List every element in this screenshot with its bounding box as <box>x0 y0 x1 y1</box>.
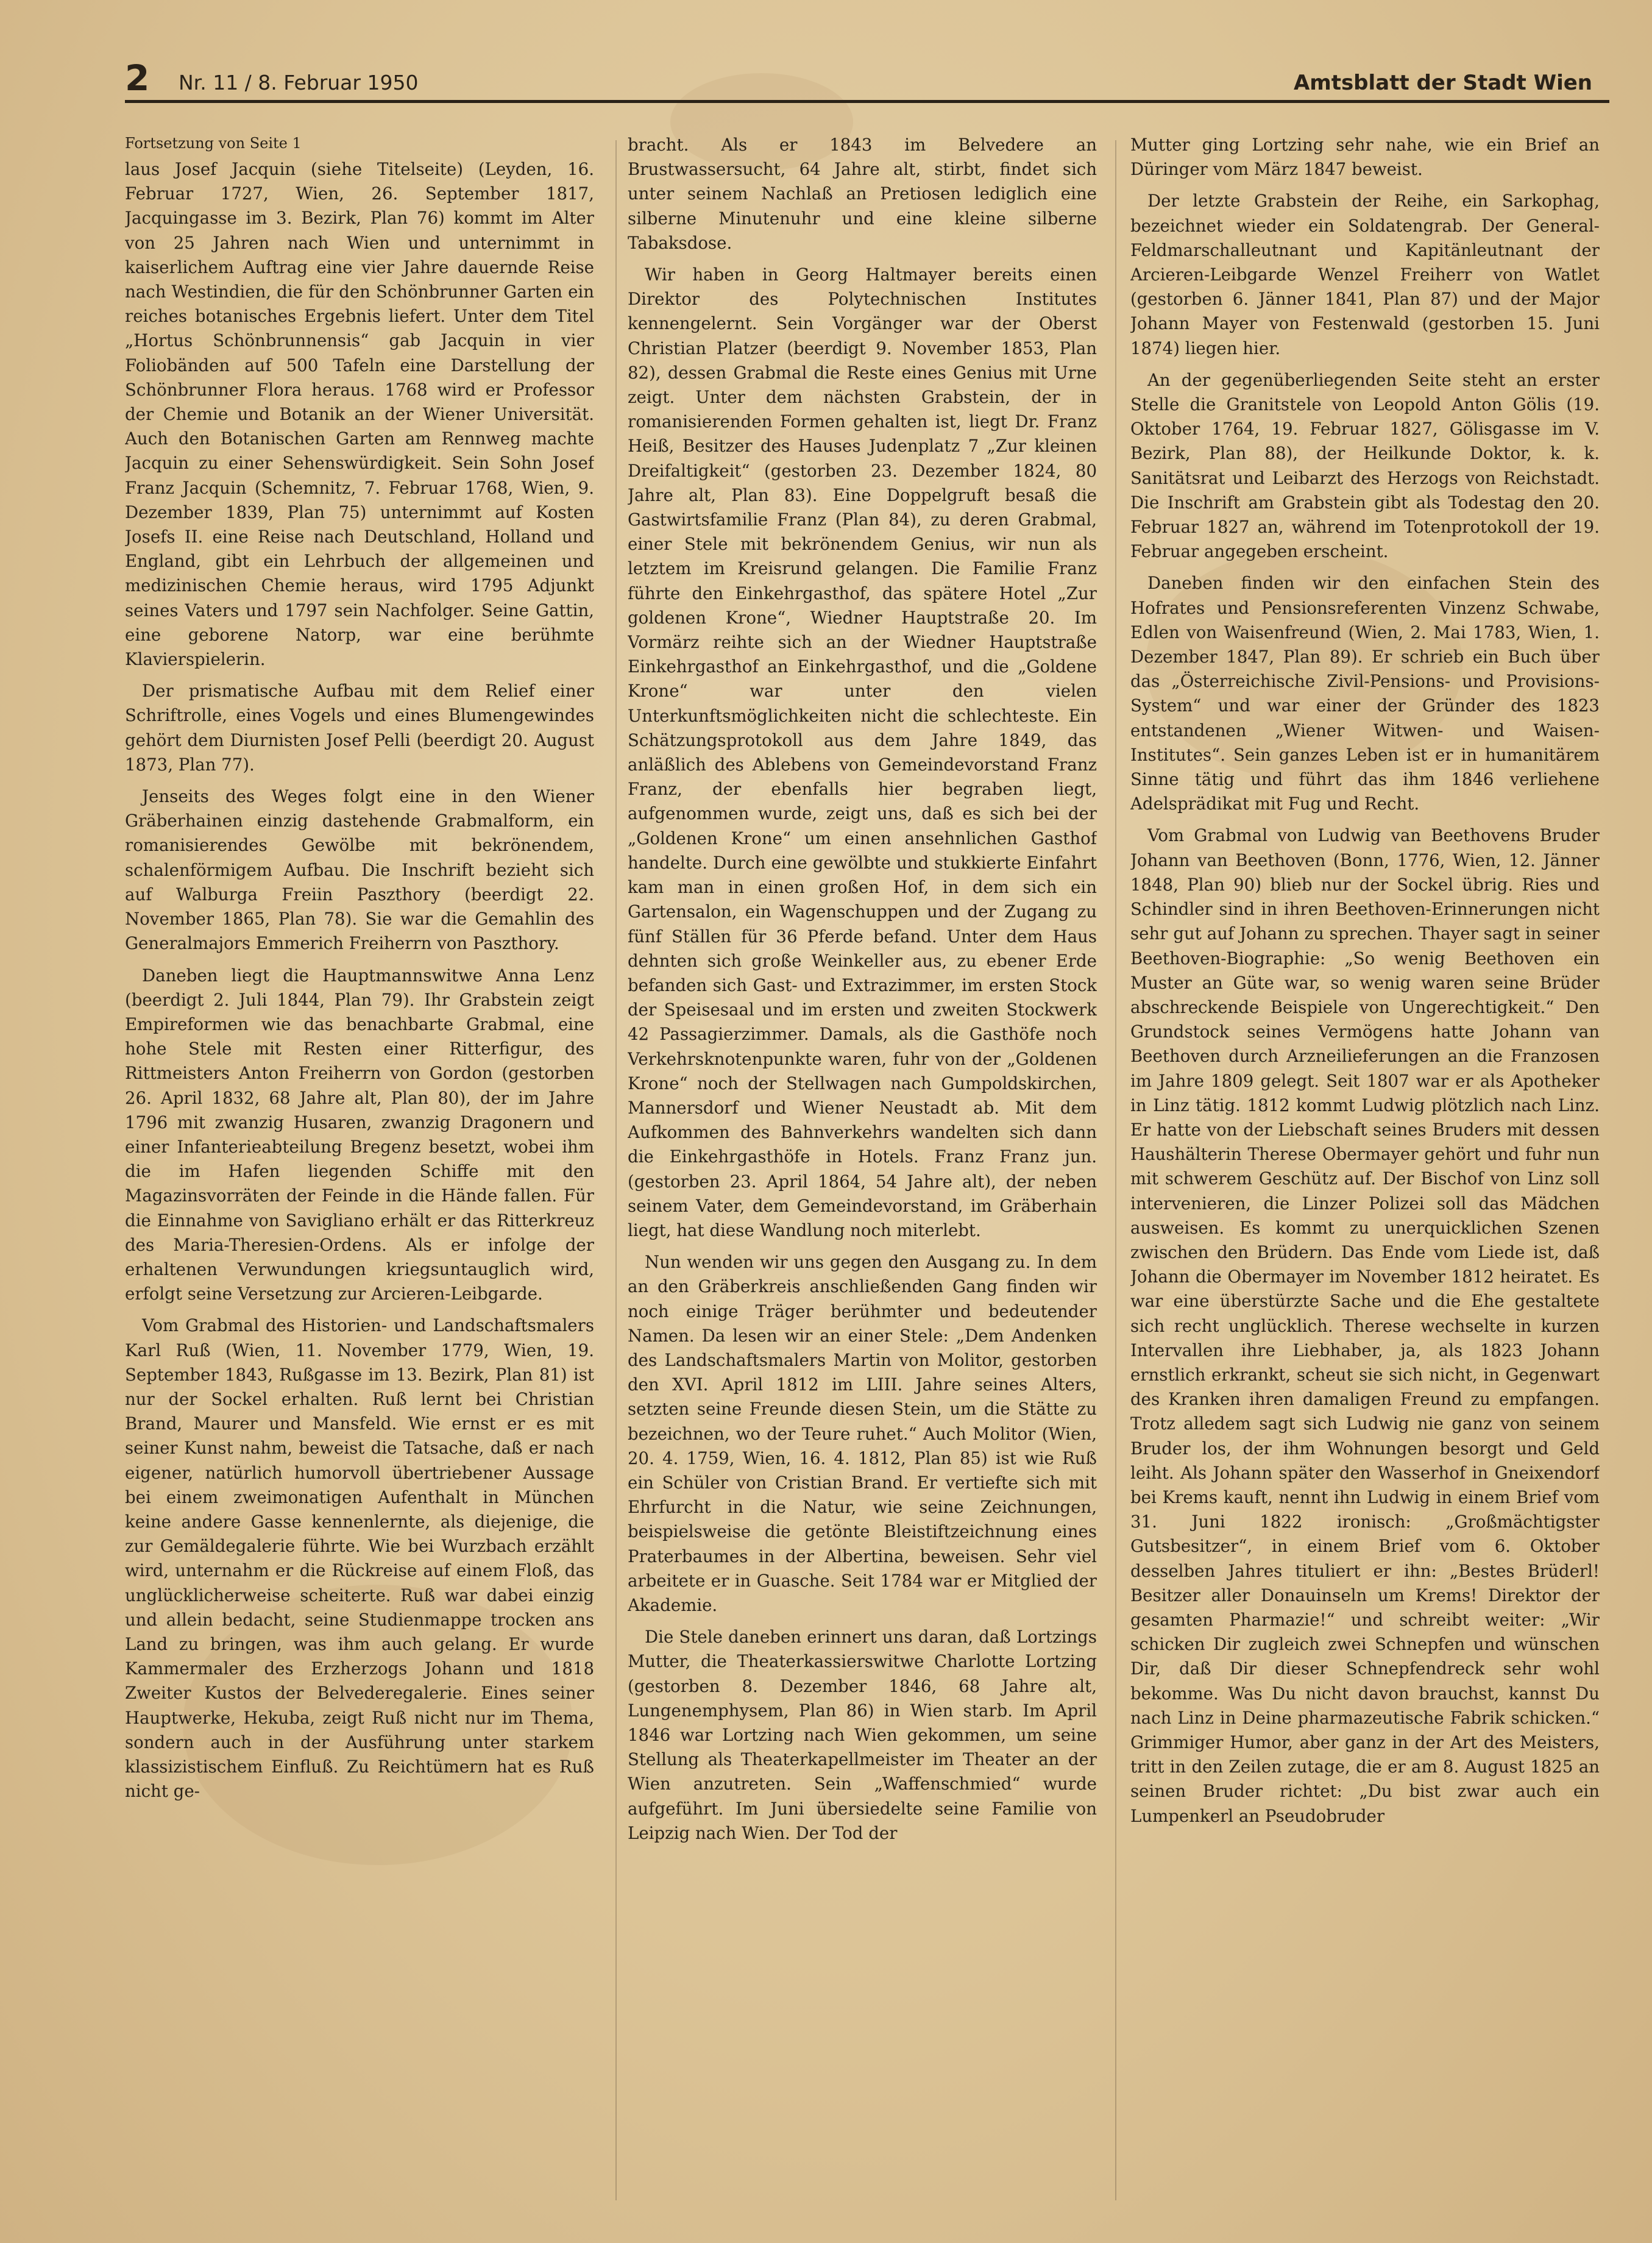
issue-info: Nr. 11 / 8. Februar 1950 <box>179 71 419 94</box>
column-1 <box>125 133 594 2205</box>
paragraph: An der gegenüberliegenden Seite steht an erster Stelle die Granitstele von Leopold Anton Gölis (19. Oktober 1764, 19. Februar 1827, Gölisgasse im V. Bezirk, Plan 88), der Heilkunde Doktor, k. k. Sanitätsrat und Leibarzt des Herzogs von Reichstadt. Die Inschrift am Grabstein gibt als Todestag den 20. Februar 1827 an, während im Totenprotokoll der 19. Februar angegeben erscheint. <box>1130 369 1600 562</box>
column-3 <box>1130 133 1600 2205</box>
column-2 <box>628 133 1097 2205</box>
paragraph: Nun wenden wir uns gegen den Ausgang zu. In dem an den Gräberkreis anschließenden Gang finden wir noch einige Träger berühmter und bedeutender Namen. Da lesen wir an einer Stele: „Dem Andenken des Landschaftsmalers Martin von Molitor, gestorben den XVI. April 1812 im LIII. Jahre seines Alters, setzten seine Freunde diesen Stein, um die Stätte zu bezeichnen, wo der Teure ruhet.“ Auch Molitor (Wien, 20. 4. 1759, Wien, 16. 4. 1812, Plan 85) ist wie Ruß ein Schüler von Cristian Brand. Er vertiefte sich mit Ehrfurcht in die Natur, wie seine Zeichnungen, beispielsweise die getönte Bleistiftzeichnung eines Praterbaumes in der Albertina, beweisen. Sehr viel arbeitete er in Guasche. Seit 1784 war er Mitglied der Akademie. <box>628 1252 1097 1615</box>
paragraph: Die Stele daneben erinnert uns daran, daß Lortzings Mutter, die Theaterkassierswitwe Charlotte Lortzing (gestorben 8. Dezember 1846, 68 Jahre alt, Lungenemphysem, Plan 86) in Wien starb. Im April 1846 war Lortzing nach Wien gekommen, um seine Stellung als Theaterkapellmeister im Theater an der Wien anzutreten. Sein „Waffenschmied“ wurde aufgeführt. Im Juni übersiedelte seine Familie von Leipzig nach Wien. Der Tod der <box>628 1627 1097 1843</box>
paragraph: Der letzte Grabstein der Reihe, ein Sarkophag, bezeichnet wieder ein Soldatengrab. Der General-Feldmarschalleutnant und Kapitänleutnant der Arcieren-Leibgarde Wenzel Freiherr von Watlet (gestorben 6. Jänner 1841, Plan 87) und der Major Johann Mayer von Festenwald (gestorben 15. Juni 1874) liegen hier. <box>1130 191 1600 358</box>
paragraph: Jenseits des Weges folgt eine in den Wiener Gräberhainen einzig dastehende Grabmalform, ein romanisierendes Gewölbe mit bekrönendem, schalenförmigem Aufbau. Die Inschrift bezieht sich auf Walburga Freiin Paszthory (beerdigt 22. November 1865, Plan 78). Sie war die Gemahlin des Generalmajors Emmerich Freiherrn von Paszthory. <box>125 786 594 954</box>
paragraph: Mutter ging Lortzing sehr nahe, wie ein Brief an Düringer vom März 1847 beweist. <box>1130 135 1600 180</box>
continuation-note: Fortsetzung von Seite 1 <box>125 135 302 152</box>
paragraph: Wir haben in Georg Haltmayer bereits einen Direktor des Polytechnischen Institutes kennengelernt. Sein Vorgänger war der Oberst Christian Platzer (beerdigt 9. November 1853, Plan 82), dessen Grabmal die Reste eines Genius mit Urne zeigt. Unter dem nächsten Grabstein, der in romanisierenden Formen gehalten ist, liegt Dr. Franz Heiß, Besitzer des Hauses Judenplatz 7 „Zur kleinen Dreifaltigkeit“ (gestorben 23. Dezember 1824, 80 Jahre alt, Plan 83). Eine Doppelgruft besaß die Gastwirtsfamilie Franz (Plan 84), zu deren Grabmal, einer Stele mit bekrönendem Genius, wir nun als letztem im Kreisrund gelangen. Die Familie Franz führte den Einkehrgasthof, das spätere Hotel „Zur goldenen Krone“, Wiedner Hauptstraße 20. Im Vormärz reihte sich an der Wiedner Hauptstraße Einkehrgasthof an Einkehrgasthof, und die „Goldene Krone“ war unter den vielen Unterkunftsmöglichkeiten nicht die schlechteste. Ein Schätzungsprotokoll aus dem Jahre 1849, das anläßlich des Ablebens von Gemeindevorstand Franz Franz, der ebenfalls hier begraben liegt, aufgenommen wurde, zeigt uns, daß es sich bei der „Goldenen Krone“ um einen ansehnlichen Gasthof handelte. Durch eine gewölbte und stukkierte Einfahrt kam man in einen großen Hof, in dem sich ein Gartensalon, ein Wagenschuppen und der Zugang zu fünf Ställen für 36 Pferde befand. Unter dem Haus dehnten sich große Weinkeller aus, zu ebener Erde befanden sich Gast- und Extrazimmer, im ersten Stock der Speisesaal und im ersten und zweiten Stockwerk 42 Passagierzimmer. Damals, als die Gasthöfe noch Verkehrsknotenpunkte waren, fuhr von der „Goldenen Krone“ noch der Stellwagen nach Gumpoldskirchen, Mannersdorf und Wiener Neustadt ab. Mit dem Aufkommen des Bahnverkehrs wandelten sich dann die Einkehrgasthöfe in Hotels. Franz Franz jun. (gestorben 23. April 1864, 54 Jahre alt), der neben seinem Vater, dem Gemeindevorstand, im Gräberhain liegt, hat diese Wandlung noch miterlebt. <box>628 265 1097 1240</box>
paragraph: Daneben finden wir den einfachen Stein des Hofrates und Pensionsreferenten Vinzenz Schwabe, Edlen von Waisenfreund (Wien, 2. Mai 1783, Wien, 1. Dezember 1847, Plan 89). Er schrieb ein Buch über das „Österreichische Zivil-Pensions- und Provisions-System“ und war einer der Gründer des 1823 entstandenen „Wiener Witwen- und Waisen-Institutes“. Sein ganzes Leben ist er in humanitärem Sinne tätig und führt das ihm 1846 verliehene Adelsprädikat mit Fug und Recht. <box>1130 573 1600 814</box>
paragraph: Vom Grabmal von Ludwig van Beethovens Bruder Johann van Beethoven (Bonn, 1776, Wien, 12. Jänner 1848, Plan 90) blieb nur der Sockel übrig. Ries und Schindler sind in ihren Beethoven-Erinnerungen nicht sehr gut auf Johann zu sprechen. Thayer sagt in seiner Beethoven-Biographie: „So wenig Beethoven ein Muster an Güte war, so wenig waren seine Brüder abschreckende Beispiele von Ungerechtigkeit.“ Den Grundstock seines Vermögens hatte Johann van Beethoven durch Arzneilieferungen an die Franzosen im Jahre 1809 gelegt. Seit 1807 war er als Apotheker in Linz tätig. 1812 kommt Ludwig plötzlich nach Linz. Er hatte von der Liebschaft seines Bruders mit dessen Haushälterin Therese Obermayer gehört und fuhr nun mit schwerem Geschütz auf. Der Bischof von Linz soll intervenieren, die Linzer Polizei soll das Mädchen ausweisen. Es kommt zu unerquicklichen Szenen zwischen den Brüdern. Das Ende vom Liede ist, daß Johann die Obermayer im November 1812 heiratet. Es war eine überstürzte Sache und die Ehe gestaltete sich recht unglücklich. Therese wechselte in kurzen Intervallen ihre Liebhaber, ja, als 1823 Johann ernstlich erkrankt, scheut sie sich nicht, in Gegenwart des Kranken ihren damaligen Freund zu empfangen. Trotz alledem sagt sich Ludwig nie ganz von seinem Bruder los, der ihm Wohnungen besorgt und Geld leiht. Als Johann später den Wasserhof in Gneixendorf bei Krems kauft, nennt ihn Ludwig in einem Brief vom 31. Juni 1822 ironisch: „Großmächtigster Gutsbesitzer“, in einem Brief vom 6. Oktober desselben Jahres tituliert er ihn: „Bestes Brüderl! Besitzer aller Donauinseln um Krems! Direktor der gesamten Pharmazie!“ und schreibt weiter: „Wir schicken Dir zugleich zwei Schnepfen und wünschen Dir, daß Dir dieser Schnepfendreck sehr wohl bekomme. Was Du nicht davon brauchst, kannst Du nach Linz in Deine pharmazeutische Fabrik schicken.“ Grimmiger Humor, aber ganz in der Art des Meisters, tritt in den Zeilen zutage, die er am 8. August 1825 an seinen Bruder richtet: „Du bist zwar auch ein Lumpenkerl an Pseudobruder <box>1130 825 1600 1826</box>
newspaper-title: Amtsblatt der Stadt Wien <box>1293 71 1592 95</box>
paragraph: laus Josef Jacquin (siehe Titelseite) (Leyden, 16. Februar 1727, Wien, 26. September 1817, Jacquingasse im 3. Bezirk, Plan 76) kommt im Alter von 25 Jahren nach Wien und unternimmt in kaiserlichem Auftrag eine vier Jahre dauernde Reise nach Westindien, die für den Schönbrunner Garten ein reiches botanisches Ergebnis liefert. Unter dem Titel „Hortus Schönbrunnensis“ gab Jacquin in vier Foliobänden auf 500 Tafeln eine Darstellung der Schönbrunner Flora heraus. 1768 wird er Professor der Chemie und Botanik an der Wiener Universität. Auch den Botanischen Garten am Rennweg machte Jacquin zu einer Sehenswürdigkeit. Sein Sohn Josef Franz Jacquin (Schemnitz, 7. Februar 1768, Wien, 9. Dezember 1839, Plan 75) unternimmt auf Kosten Josefs II. eine Reise nach Deutschland, Holland und England, gibt ein Lehrbuch der allgemeinen und medizinischen Chemie heraus, wird 1795 Adjunkt seines Vaters und 1797 sein Nachfolger. Seine Gattin, eine geborene Natorp, war eine berühmte Klavierspielerin. <box>125 159 594 670</box>
page-number: 2 <box>125 57 150 99</box>
page-header <box>125 57 1609 103</box>
paragraph: bracht. Als er 1843 im Belvedere an Brustwassersucht, 64 Jahre alt, stirbt, findet sich unter seinem Nachlaß an Pretiosen lediglich eine silberne Minutenuhr und eine kleine silberne Tabaksdose. <box>628 135 1097 253</box>
paragraph: Der prismatische Aufbau mit dem Relief einer Schriftrolle, eines Vogels und eines Blumengewindes gehört dem Diurnisten Josef Pelli (beerdigt 20. August 1873, Plan 77). <box>125 681 594 775</box>
article-body <box>125 133 1600 2205</box>
paragraph: Daneben liegt die Hauptmannswitwe Anna Lenz (beerdigt 2. Juli 1844, Plan 79). Ihr Grabstein zeigt Empireformen wie das benachbarte Grabmal, eine hohe Stele mit Resten einer Ritterfigur, des Rittmeisters Anton Freiherrn von Gordon (gestorben 26. April 1832, 68 Jahre alt, Plan 80), der im Jahre 1796 mit zwanzig Husaren, zwanzig Dragonern und einer Infanterieabteilung Bregenz besetzt, wobei ihm die im Hafen liegenden Schiffe mit den Magazinsvorräten der Feinde in die Hände fallen. Für die Einnahme von Savigliano erhält er das Ritterkreuz des Maria-Theresien-Ordens. Als er infolge der erhaltenen Verwundungen kriegsuntauglich wird, erfolgt seine Versetzung zur Arcieren-Leibgarde. <box>125 965 594 1304</box>
paragraph: Vom Grabmal des Historien- und Landschaftsmalers Karl Ruß (Wien, 11. November 1779, Wien, 19. September 1843, Rußgasse im 13. Bezirk, Plan 81) ist nur der Sockel erhalten. Ruß lernt bei Christian Brand, Maurer und Mansfeld. Wie ernst er es mit seiner Kunst nahm, beweist die Tatsache, daß er nach eigener, natürlich humorvoll übertriebener Aussage bei einem zweimonatigen Aufenthalt in München keine andere Gasse kennenlernte, als diejenige, die zur Gemäldegalerie führte. Wie bei Wurzbach erzählt wird, unternahm er die Rückreise auf einem Floß, das unglücklicherweise scheiterte. Ruß war dabei einzig und allein bedacht, seine Studienmappe trocken ans Land zu bringen, was ihm auch gelang. Er wurde Kammermaler des Erzherzogs Johann und 1818 Zweiter Kustos der Belvederegalerie. Eines seiner Hauptwerke, Hekuba, zeigt Ruß nicht nur im Thema, sondern auch in der Ausführung unter starkem klassizistischem Einfluß. Zu Reichtümern hat es Ruß nicht ge- <box>125 1315 594 1802</box>
